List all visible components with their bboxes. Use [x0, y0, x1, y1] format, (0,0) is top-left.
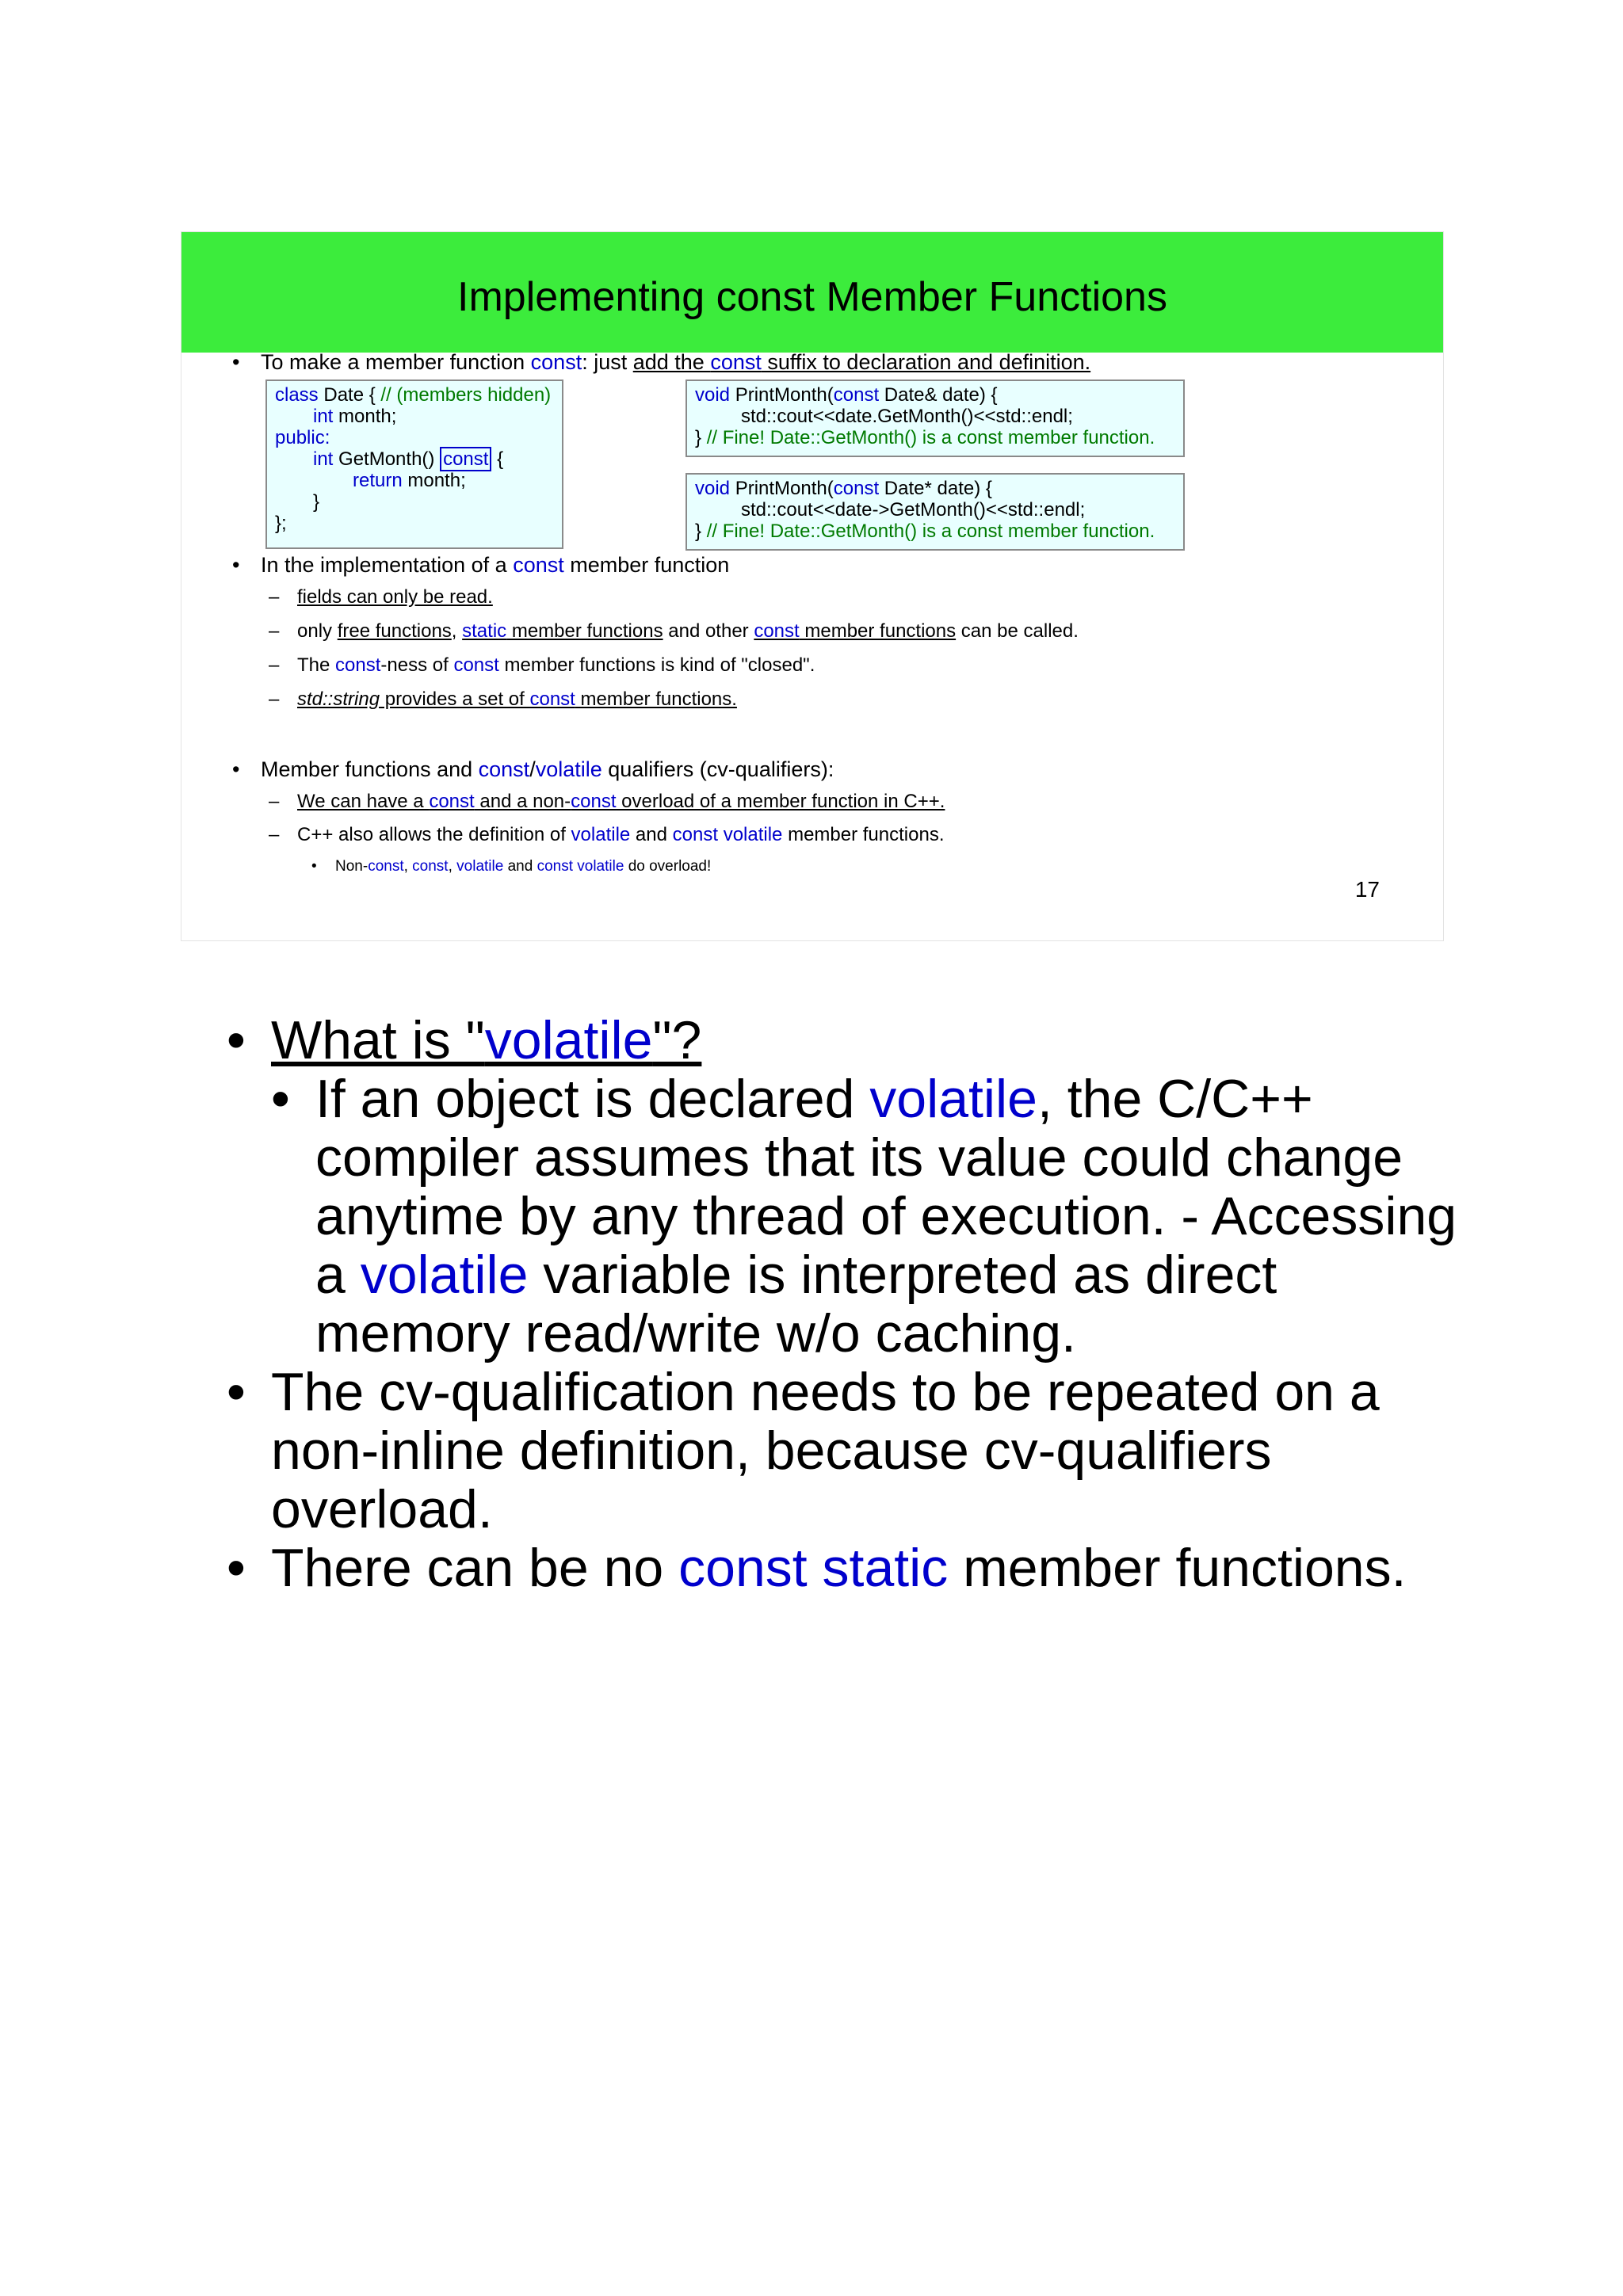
note-no-const-static — [227, 1538, 1407, 1598]
text: can be called. — [956, 620, 1079, 642]
keyword: const — [571, 791, 617, 812]
text: member functions is kind of "closed". — [498, 654, 815, 676]
bullet-dot: • — [232, 553, 240, 577]
text: , — [403, 858, 413, 875]
keyword: const volatile — [537, 858, 624, 875]
bullet-dot: • — [271, 1069, 290, 1129]
text: , — [451, 620, 463, 642]
text: member functions. — [948, 1538, 1407, 1598]
text: To make a member function — [261, 350, 531, 374]
code: std::cout<<date->GetMonth()<<std::endl; — [741, 499, 1086, 521]
text: overload of a member function in C++. — [616, 791, 945, 812]
keyword: volatile — [456, 858, 504, 875]
text: We can have a — [297, 791, 430, 812]
text: do overload! — [624, 858, 712, 875]
note-line: memory read/write w/o caching. — [315, 1303, 1076, 1363]
text: a — [315, 1245, 361, 1305]
sub-const-overload — [269, 790, 945, 814]
dash: – — [269, 824, 280, 845]
page-number: 17 — [1354, 877, 1380, 902]
text: / — [529, 757, 536, 781]
keyword: const — [478, 757, 530, 781]
code: PrintMonth( — [730, 478, 834, 499]
dash: – — [269, 654, 280, 676]
keyword: int — [313, 406, 334, 427]
note-line: overload. — [271, 1479, 493, 1539]
keyword: volatile — [571, 824, 631, 845]
code-box-printmonth-ptr — [685, 473, 1185, 551]
keyword: volatile — [360, 1245, 529, 1305]
code: }; — [275, 513, 287, 534]
code-box-printmonth-ref — [685, 379, 1185, 457]
keyword: const — [368, 858, 404, 875]
text: member functions. — [782, 824, 945, 845]
code: { — [491, 448, 504, 470]
dash: – — [269, 791, 280, 812]
text: qualifiers (cv-qualifiers): — [601, 757, 834, 781]
keyword: const — [754, 620, 800, 642]
keyword: const — [412, 858, 449, 875]
note-line: anytime by any thread of execution. - Accessing — [315, 1186, 1457, 1246]
dash: – — [269, 586, 280, 608]
text: variable is interpreted as direct — [528, 1245, 1277, 1305]
keyword: const — [453, 654, 499, 676]
text: There can be no — [271, 1538, 679, 1598]
text: provides a set of — [380, 688, 530, 710]
code: Date& date) { — [879, 384, 998, 406]
sub-constness-closed — [269, 654, 815, 677]
slide-header — [181, 232, 1443, 353]
const-highlight-box: const — [440, 447, 491, 471]
sub-callable-functions — [269, 620, 1079, 643]
dash: – — [269, 688, 280, 710]
slide-title: Implementing const Member Functions — [457, 274, 1167, 320]
code: month; — [333, 406, 397, 427]
text: What is " — [271, 1010, 485, 1070]
keyword: const — [833, 478, 880, 499]
sub-fields-read — [269, 585, 493, 609]
bullet-dot: • — [232, 350, 240, 374]
note-volatile-definition — [271, 1069, 1313, 1129]
text: and — [503, 858, 537, 875]
keyword: int — [313, 448, 334, 470]
code: } — [695, 521, 707, 542]
text: suffix to declaration and definition. — [761, 350, 1091, 374]
code: Date { — [318, 384, 381, 406]
text: member function — [563, 553, 730, 577]
code-box-class-date — [265, 379, 563, 549]
note-cv-repeated — [227, 1362, 1380, 1422]
text: "? — [652, 1010, 702, 1070]
code: Date* date) { — [879, 478, 992, 499]
comment: // Fine! Date::GetMonth() is a const member function. — [706, 427, 1155, 448]
note-line: compiler assumes that its value could change — [315, 1127, 1403, 1188]
keyword: return — [353, 470, 403, 491]
bullet-implementation — [232, 552, 730, 578]
text: and — [630, 824, 673, 845]
text: member functions — [799, 620, 957, 642]
slide — [181, 231, 1444, 941]
keyword: volatile — [484, 1010, 653, 1070]
text: std::string — [297, 688, 380, 710]
text: member functions — [506, 620, 663, 642]
keyword: const — [513, 553, 564, 577]
text: add the — [632, 350, 711, 374]
code: month; — [402, 470, 466, 491]
text: Non- — [335, 858, 369, 875]
text: The cv-qualification needs to be repeated on a — [271, 1362, 1380, 1422]
text: If an object is declared — [315, 1069, 870, 1129]
note-line: non-inline definition, because cv-qualifiers — [271, 1421, 1272, 1481]
note-what-is-volatile — [227, 1010, 702, 1070]
keyword: class — [275, 384, 319, 406]
sub-std-string — [269, 688, 737, 711]
text: In the implementation of a — [261, 553, 514, 577]
code: PrintMonth( — [730, 384, 834, 406]
text: Member functions and — [261, 757, 479, 781]
keyword: volatile — [535, 757, 602, 781]
comment: // Fine! Date::GetMonth() is a const member function. — [706, 521, 1155, 542]
bullet-make-const — [232, 349, 1091, 375]
keyword: const static — [678, 1538, 949, 1598]
keyword: void — [695, 384, 731, 406]
bullet-dot: • — [227, 1010, 246, 1070]
code: } — [695, 427, 707, 448]
dash: – — [269, 620, 280, 642]
text: and a non- — [474, 791, 571, 812]
keyword: const — [710, 350, 762, 374]
keyword: const — [529, 688, 575, 710]
keyword: const — [530, 350, 582, 374]
keyword: const — [833, 384, 880, 406]
text: C++ also allows the definition of — [297, 824, 571, 845]
bullet-dot: • — [232, 757, 240, 781]
text: only — [297, 620, 338, 642]
keyword: const — [335, 654, 381, 676]
subsub-do-overload — [311, 857, 712, 876]
code: GetMonth() — [333, 448, 441, 470]
text: free functions — [337, 620, 452, 642]
text: : just — [582, 350, 633, 374]
text: , — [448, 858, 457, 875]
keyword: static — [462, 620, 507, 642]
underlined-phrase — [633, 350, 1090, 374]
keyword: public: — [275, 427, 330, 448]
text: member functions. — [575, 688, 737, 710]
code: std::cout<<date.GetMonth()<<std::endl; — [741, 406, 1073, 427]
sub-volatile-definition — [269, 823, 945, 847]
keyword: const — [429, 791, 475, 812]
keyword: volatile — [869, 1069, 1037, 1129]
text: fields can only be read. — [297, 586, 493, 608]
keyword: void — [695, 478, 731, 499]
bullet-dot: • — [227, 1362, 246, 1422]
text: The — [297, 654, 336, 676]
code: } — [313, 491, 320, 513]
text: -ness of — [380, 654, 454, 676]
text: and other — [663, 620, 754, 642]
text: , the C/C++ — [1037, 1069, 1313, 1129]
comment: // (members hidden) — [380, 384, 552, 406]
keyword: const volatile — [672, 824, 783, 845]
note-line — [315, 1245, 1277, 1304]
bullet-dot: • — [227, 1538, 246, 1598]
bullet-dot: • — [311, 858, 317, 875]
bullet-cv-qualifiers — [232, 757, 834, 782]
